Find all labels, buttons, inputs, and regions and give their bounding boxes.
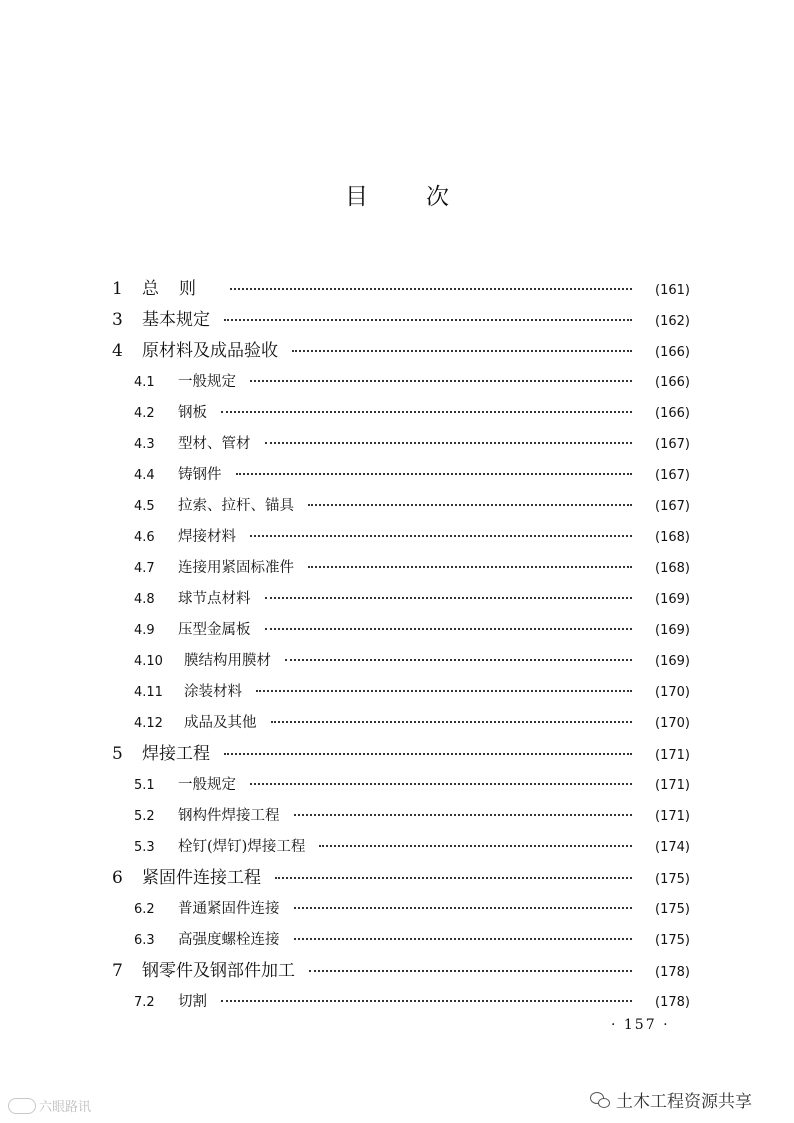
toc-entry-number: 7 — [112, 961, 123, 981]
toc-entry — [112, 832, 690, 863]
toc-entry-number: 4.2 — [134, 406, 155, 421]
toc-entry — [112, 801, 690, 832]
dot-leader — [265, 597, 633, 599]
toc-entry-label: 成品及其他 — [184, 715, 257, 731]
toc-entry-label: 连接用紧固标准件 — [178, 560, 294, 576]
title-left-char: 目 — [345, 184, 368, 210]
toc-entry-page: (166) — [655, 406, 690, 421]
toc-entry — [112, 646, 690, 677]
toc-entry-page: (166) — [655, 375, 690, 390]
toc-entry-page: (178) — [655, 995, 690, 1010]
toc-entry-label: 高强度螺栓连接 — [178, 932, 280, 948]
toc-entry-page: (161) — [655, 283, 690, 298]
toc-entry-page: (171) — [655, 748, 690, 763]
toc-entry-label: 钢构件焊接工程 — [178, 808, 280, 824]
toc-entry-number: 6.2 — [134, 902, 155, 917]
toc-entry-page: (174) — [655, 840, 690, 855]
toc-entry-page: (169) — [655, 623, 690, 638]
toc-entry — [112, 274, 690, 305]
corner-watermark-text: 六眼路讯 — [39, 1100, 92, 1115]
dot-leader — [250, 783, 632, 785]
dot-leader — [294, 907, 633, 909]
page-number: · 157 · — [611, 1017, 670, 1033]
toc-entry-number: 5.3 — [134, 840, 155, 855]
toc-entry-label: 型材、管材 — [178, 436, 251, 452]
dot-leader — [250, 535, 632, 537]
toc-entry-label: 栓钉(焊钉)焊接工程 — [178, 839, 306, 855]
toc-entry — [112, 925, 690, 956]
dot-leader — [275, 877, 632, 879]
toc-entry — [112, 770, 690, 801]
toc-entry-page: (171) — [655, 778, 690, 793]
toc-entry-label: 切割 — [178, 994, 207, 1010]
toc-entry-page: (167) — [655, 437, 690, 452]
toc-entry-page: (169) — [655, 592, 690, 607]
toc-entry-label: 一般规定 — [178, 374, 236, 390]
dot-leader — [294, 938, 633, 940]
toc-entry-label: 膜结构用膜材 — [184, 653, 271, 669]
toc-entry-number: 5.1 — [134, 778, 155, 793]
toc-entry — [112, 894, 690, 925]
toc-entry — [112, 460, 690, 491]
toc-entry-label: 涂装材料 — [184, 684, 242, 700]
title-right-char: 次 — [426, 184, 449, 210]
toc-entry-label: 球节点材料 — [178, 591, 251, 607]
source-watermark-text: 土木工程资源共享 — [616, 1092, 752, 1112]
toc-entry-number: 7.2 — [134, 995, 155, 1010]
toc-entry-number: 5 — [112, 744, 123, 764]
toc-entry-label: 一般规定 — [178, 777, 236, 793]
toc-entry-label: 钢零件及钢部件加工 — [142, 961, 295, 981]
toc-entry-label: 铸钢件 — [178, 467, 222, 483]
toc-entry-page: (175) — [655, 902, 690, 917]
toc-entry — [112, 863, 690, 894]
toc-entry — [112, 677, 690, 708]
toc-entry-page: (168) — [655, 561, 690, 576]
toc-entry-label: 钢板 — [178, 405, 207, 421]
toc-entry-page: (169) — [655, 654, 690, 669]
toc-entry-number: 3 — [112, 310, 123, 330]
toc-entry-number: 1 — [112, 279, 123, 299]
toc-entry-page: (166) — [655, 345, 690, 360]
toc-entry — [112, 491, 690, 522]
toc-entry-label: 普通紧固件连接 — [178, 901, 280, 917]
toc-entry-page: (175) — [655, 872, 690, 887]
dot-leader — [294, 814, 633, 816]
table-of-contents — [112, 274, 690, 1018]
dot-leader — [256, 690, 632, 692]
toc-entry — [112, 522, 690, 553]
dot-leader — [285, 659, 632, 661]
toc-entry — [112, 708, 690, 739]
dot-leader — [265, 442, 633, 444]
toc-entry-number: 4.12 — [134, 716, 163, 731]
dot-leader — [221, 411, 632, 413]
toc-entry — [112, 739, 690, 770]
toc-entry — [112, 553, 690, 584]
toc-entry — [112, 398, 690, 429]
toc-entry-number: 5.2 — [134, 809, 155, 824]
toc-entry-number: 4.9 — [134, 623, 155, 638]
dot-leader — [319, 845, 632, 847]
toc-entry-number: 4.5 — [134, 499, 155, 514]
dot-leader — [224, 753, 632, 755]
toc-entry-number: 4.1 — [134, 375, 155, 390]
toc-entry — [112, 305, 690, 336]
dot-leader — [236, 473, 633, 475]
toc-entry-number: 4.11 — [134, 685, 163, 700]
toc-entry-number: 4.4 — [134, 468, 155, 483]
toc-entry-page: (170) — [655, 685, 690, 700]
dot-leader — [309, 970, 632, 972]
toc-entry-label: 压型金属板 — [178, 622, 251, 638]
toc-entry-page: (162) — [655, 314, 690, 329]
dot-leader — [221, 1000, 632, 1002]
toc-entry-number: 4.8 — [134, 592, 155, 607]
toc-entry-number: 4.10 — [134, 654, 163, 669]
toc-entry-page: (170) — [655, 716, 690, 731]
toc-entry-number: 4.6 — [134, 530, 155, 545]
toc-entry — [112, 336, 690, 367]
toc-entry-page: (175) — [655, 933, 690, 948]
toc-entry — [112, 367, 690, 398]
dot-leader — [308, 566, 632, 568]
toc-entry-number: 4.7 — [134, 561, 155, 576]
dot-leader — [224, 319, 632, 321]
source-watermark — [590, 1087, 752, 1112]
toc-entry — [112, 615, 690, 646]
dot-leader — [308, 504, 632, 506]
toc-entry-number: 6 — [112, 868, 123, 888]
toc-entry-label: 基本规定 — [142, 310, 210, 330]
dot-leader — [271, 721, 633, 723]
dot-leader — [265, 628, 633, 630]
toc-entry-label: 紧固件连接工程 — [142, 868, 261, 888]
toc-entry-label: 焊接材料 — [178, 529, 236, 545]
dot-leader — [292, 350, 632, 352]
toc-entry-number: 4 — [112, 341, 123, 361]
dot-leader — [250, 380, 632, 382]
toc-entry-number: 4.3 — [134, 437, 155, 452]
toc-entry-number: 6.3 — [134, 933, 155, 948]
toc-entry-page: (168) — [655, 530, 690, 545]
page-title — [0, 178, 794, 211]
toc-entry — [112, 987, 690, 1018]
toc-entry — [112, 956, 690, 987]
corner-watermark — [8, 1096, 91, 1115]
toc-entry — [112, 584, 690, 615]
toc-entry-label: 原材料及成品验收 — [142, 341, 278, 361]
toc-entry — [112, 429, 690, 460]
toc-entry-page: (171) — [655, 809, 690, 824]
toc-entry-label: 拉索、拉杆、锚具 — [178, 498, 294, 514]
toc-entry-page: (167) — [655, 468, 690, 483]
logo-mark-icon — [8, 1098, 36, 1114]
dot-leader — [230, 288, 632, 290]
toc-entry-page: (178) — [655, 965, 690, 980]
toc-entry-label: 总则 — [142, 279, 216, 299]
toc-entry-label: 焊接工程 — [142, 744, 210, 764]
toc-entry-page: (167) — [655, 499, 690, 514]
wechat-icon — [590, 1092, 610, 1108]
